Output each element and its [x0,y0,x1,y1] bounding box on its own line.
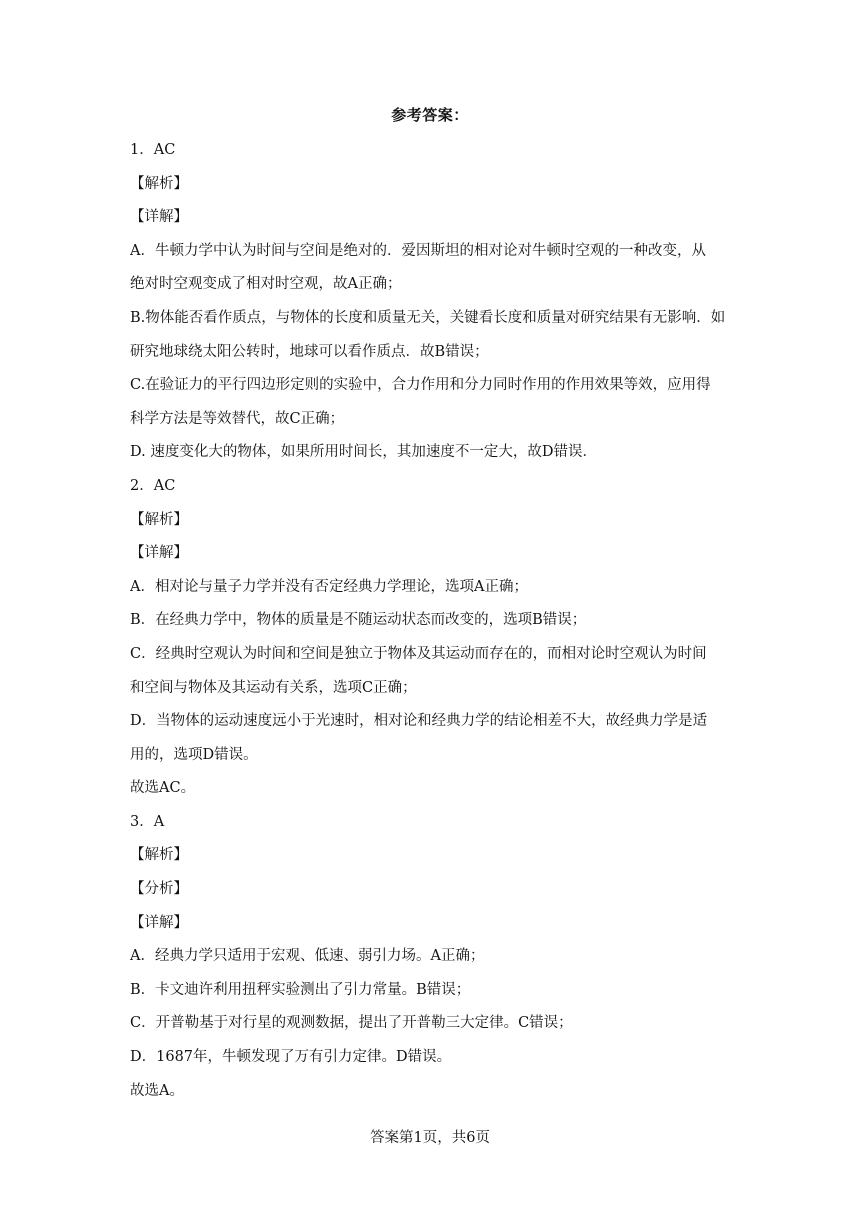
answer-line: 绝对时空观变成了相对时空观，故A正确； [130,276,402,293]
answer-line: 【分析】 [130,881,188,898]
answer-line: 【解析】 [130,847,188,864]
page-footer: 答案第1页，共6页 [370,1130,490,1146]
answer-line: 【解析】 [130,175,188,192]
answer-line: 故选A。 [130,1082,184,1099]
answer-line: D．当物体的运动速度远小于光速时，相对论和经典力学的结论相差不大，故经典力学是适 [130,713,708,730]
answer-line: A．经典力学只适用于宏观、低速、弱引力场。A正确； [130,948,485,965]
answer-line: C.在验证力的平行四边形定则的实验中，合力作用和分力同时作用的作用效果等效，应用得 [130,377,711,394]
answer-line: B.物体能否看作质点，与物体的长度和质量无关，关键看长度和质量对研究结果有无影响．如 [130,309,726,326]
answer-line: B．卡文迪许利用扭秤实验测出了引力常量。B错误； [130,981,471,998]
answer-line: 用的，选项D错误。 [130,746,258,763]
page-title: 参考答案： [391,106,469,124]
answer-line: C．开普勒基于对行星的观测数据，提出了开普勒三大定律。C错误； [130,1015,573,1032]
answer-line: 【详解】 [130,545,188,562]
answer-line: A．牛顿力学中认为时间与空间是绝对的．爱因斯坦的相对论对牛顿时空观的一种改变，从 [130,242,706,259]
answer-line: 1．AC [130,142,176,158]
answer-line: A．相对论与量子力学并没有否定经典力学理论，选项A正确； [130,578,528,595]
answer-line: 故选AC。 [130,780,196,797]
answer-line: B．在经典力学中，物体的质量是不随运动状态而改变的，选项B错误； [130,612,587,629]
answer-line: 【详解】 [130,209,188,226]
answer-line: D．1687年，牛顿发现了万有引力定律。D错误。 [130,1049,452,1066]
answer-line: 科学方法是等效替代，故C正确； [130,410,345,427]
answer-line: D. 速度变化大的物体，如果所用时间长，其加速度不一定大，故D错误． [130,444,597,461]
answer-line: C．经典时空观认为时间和空间是独立于物体及其运动而存在的，而相对论时空观认为时间 [130,645,707,662]
answer-line: 【解析】 [130,511,188,528]
answer-content [130,134,740,1108]
answer-line: 2．AC [130,477,176,494]
answer-line: 【详解】 [130,914,188,931]
answer-line: 研究地球绕太阳公转时，地球可以看作质点．故B错误； [130,343,489,360]
answer-line: 3．A [130,813,165,830]
answer-line: 和空间与物体及其运动有关系，选项C正确； [130,679,417,696]
